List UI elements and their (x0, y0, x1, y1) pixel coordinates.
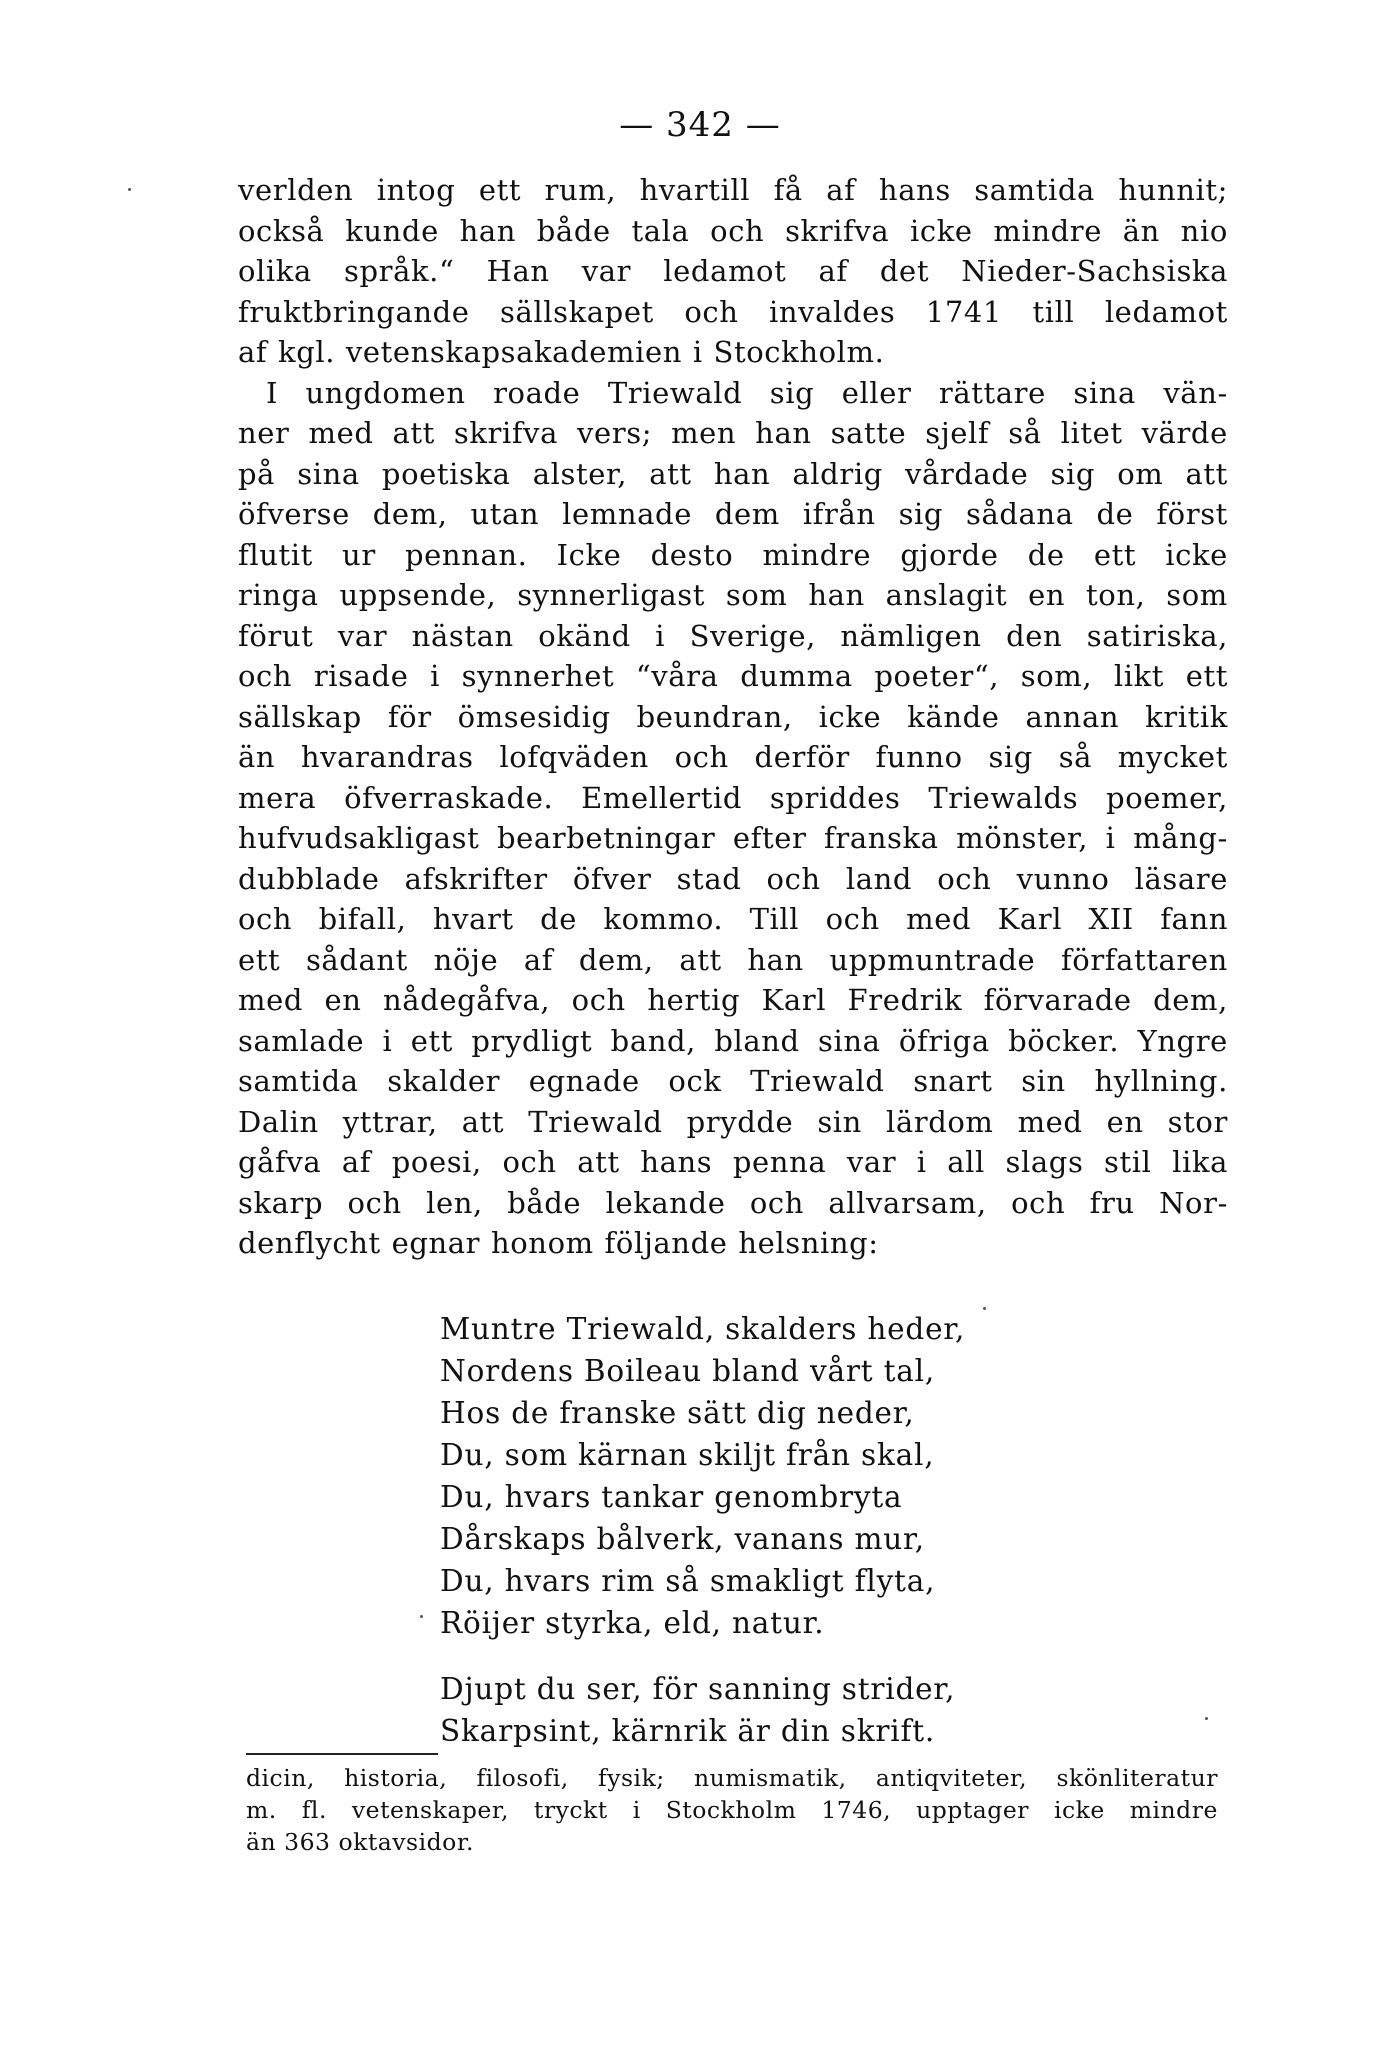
text-line: hufvudsakligast bearbetningar efter franska mönster, i mång- (238, 821, 1228, 855)
text-line: sällskap för ömsesidig beundran, icke kände annan kritik (238, 699, 1228, 734)
text-line: fruktbringande sällskapet och invaldes 1741 till ledamot (238, 294, 1228, 329)
poem-line: Djupt du ser, för sanning strider, (440, 1672, 956, 1706)
text-line: och risade i synnerhet “våra dumma poeter“, som, likt ett (238, 659, 1228, 693)
text-line: flutit ur pennan. Icke desto mindre gjorde de ett icke (238, 537, 1228, 572)
text-line: Dalin yttrar, att Triewald prydde sin lärdom med en stor (238, 1104, 1228, 1139)
footnote-line: än 363 oktavsidor. (246, 1828, 474, 1856)
text-line: på sina poetiska alster, att han aldrig vårdade sig om att (238, 456, 1228, 491)
text-line: mera öfverraskade. Emellertid spriddes Triewalds poemer, (238, 780, 1228, 815)
poem-line: Skarpsint, kärnrik är din skrift. (440, 1714, 936, 1748)
paper-speck (983, 1307, 986, 1310)
poem-stanza-1 (440, 1308, 965, 1644)
text-line: verlden intog ett rum, hvartill få af hans samtida hunnit; (238, 173, 1228, 207)
text-line: samlade i ett prydligt band, bland sina öfriga böcker. Yngre (238, 1023, 1228, 1058)
text-line: denflycht egnar honom följande helsning: (238, 1226, 879, 1260)
text-line: ett sådant nöje af dem, att han uppmuntrade författaren (238, 942, 1228, 977)
text-line: samtida skalder egnade ock Triewald snart sin hyllning. (238, 1064, 1228, 1098)
text-line: skarp och len, både lekande och allvarsam, och fru Nor- (238, 1185, 1228, 1220)
text-line: än hvarandras lofqväden och derför funno sig så mycket (238, 740, 1228, 774)
text-line: dubblade afskrifter öfver stad och land och vunno läsare (238, 861, 1228, 896)
text-line: ringa uppsende, synnerligast som han anslagit en ton, som (238, 578, 1228, 612)
text-line: I ungdomen roade Triewald sig eller rättare sina vän- (266, 375, 1228, 410)
text-line: olika språk.“ Han var ledamot af det Nieder-Sachsiska (238, 254, 1228, 288)
paper-speck (128, 188, 131, 191)
poem-stanza-2 (440, 1668, 955, 1752)
poem-line: Du, som kärnan skiljt från skal, (440, 1438, 935, 1472)
poem-line: Nordens Boileau bland vårt tal, (440, 1354, 936, 1388)
text-line: också kunde han både tala och skrifva icke mindre än nio (238, 213, 1228, 248)
paper-speck (420, 1615, 423, 1618)
text-line: med en nådegåfva, och hertig Karl Fredrik förvarade dem, (238, 983, 1228, 1017)
page-number: — 342 — (619, 105, 781, 145)
paper-speck (1205, 1717, 1208, 1720)
footnote-line: m. fl. vetenskaper, tryckt i Stockholm 1746, upptager icke mindre (246, 1796, 1218, 1824)
poem-line: Dårskaps bålverk, vanans mur, (440, 1522, 925, 1556)
text-line: öfverse dem, utan lemnade dem ifrån sig sådana de först (238, 497, 1228, 531)
text-line: förut var nästan okänd i Sverige, nämligen den satiriska, (238, 618, 1228, 653)
text-line: ner med att skrifva vers; men han satte sjelf så litet värde (238, 416, 1228, 450)
poem-line: Röijer styrka, eld, natur. (440, 1606, 825, 1640)
text-line: af kgl. vetenskapsakademien i Stockholm. (238, 335, 885, 369)
footnote-divider (246, 1753, 438, 1755)
footnote-line: dicin, historia, filosofi, fysik; numismatik, antiqviteter, skönliteratur (246, 1764, 1218, 1792)
text-line: gåfva af poesi, och att hans penna var i all slags stil lika (238, 1145, 1228, 1179)
poem-line: Hos de franske sätt dig neder, (440, 1396, 915, 1430)
footnote (246, 1762, 1218, 1858)
poem-line: Muntre Triewald, skalders heder, (440, 1312, 966, 1346)
poem-line: Du, hvars tankar genombryta (440, 1480, 903, 1514)
text-line: och bifall, hvart de kommo. Till och med Karl XII fann (238, 902, 1228, 936)
poem-line: Du, hvars rim så smakligt flyta, (440, 1564, 936, 1598)
body-text (238, 170, 1228, 1264)
